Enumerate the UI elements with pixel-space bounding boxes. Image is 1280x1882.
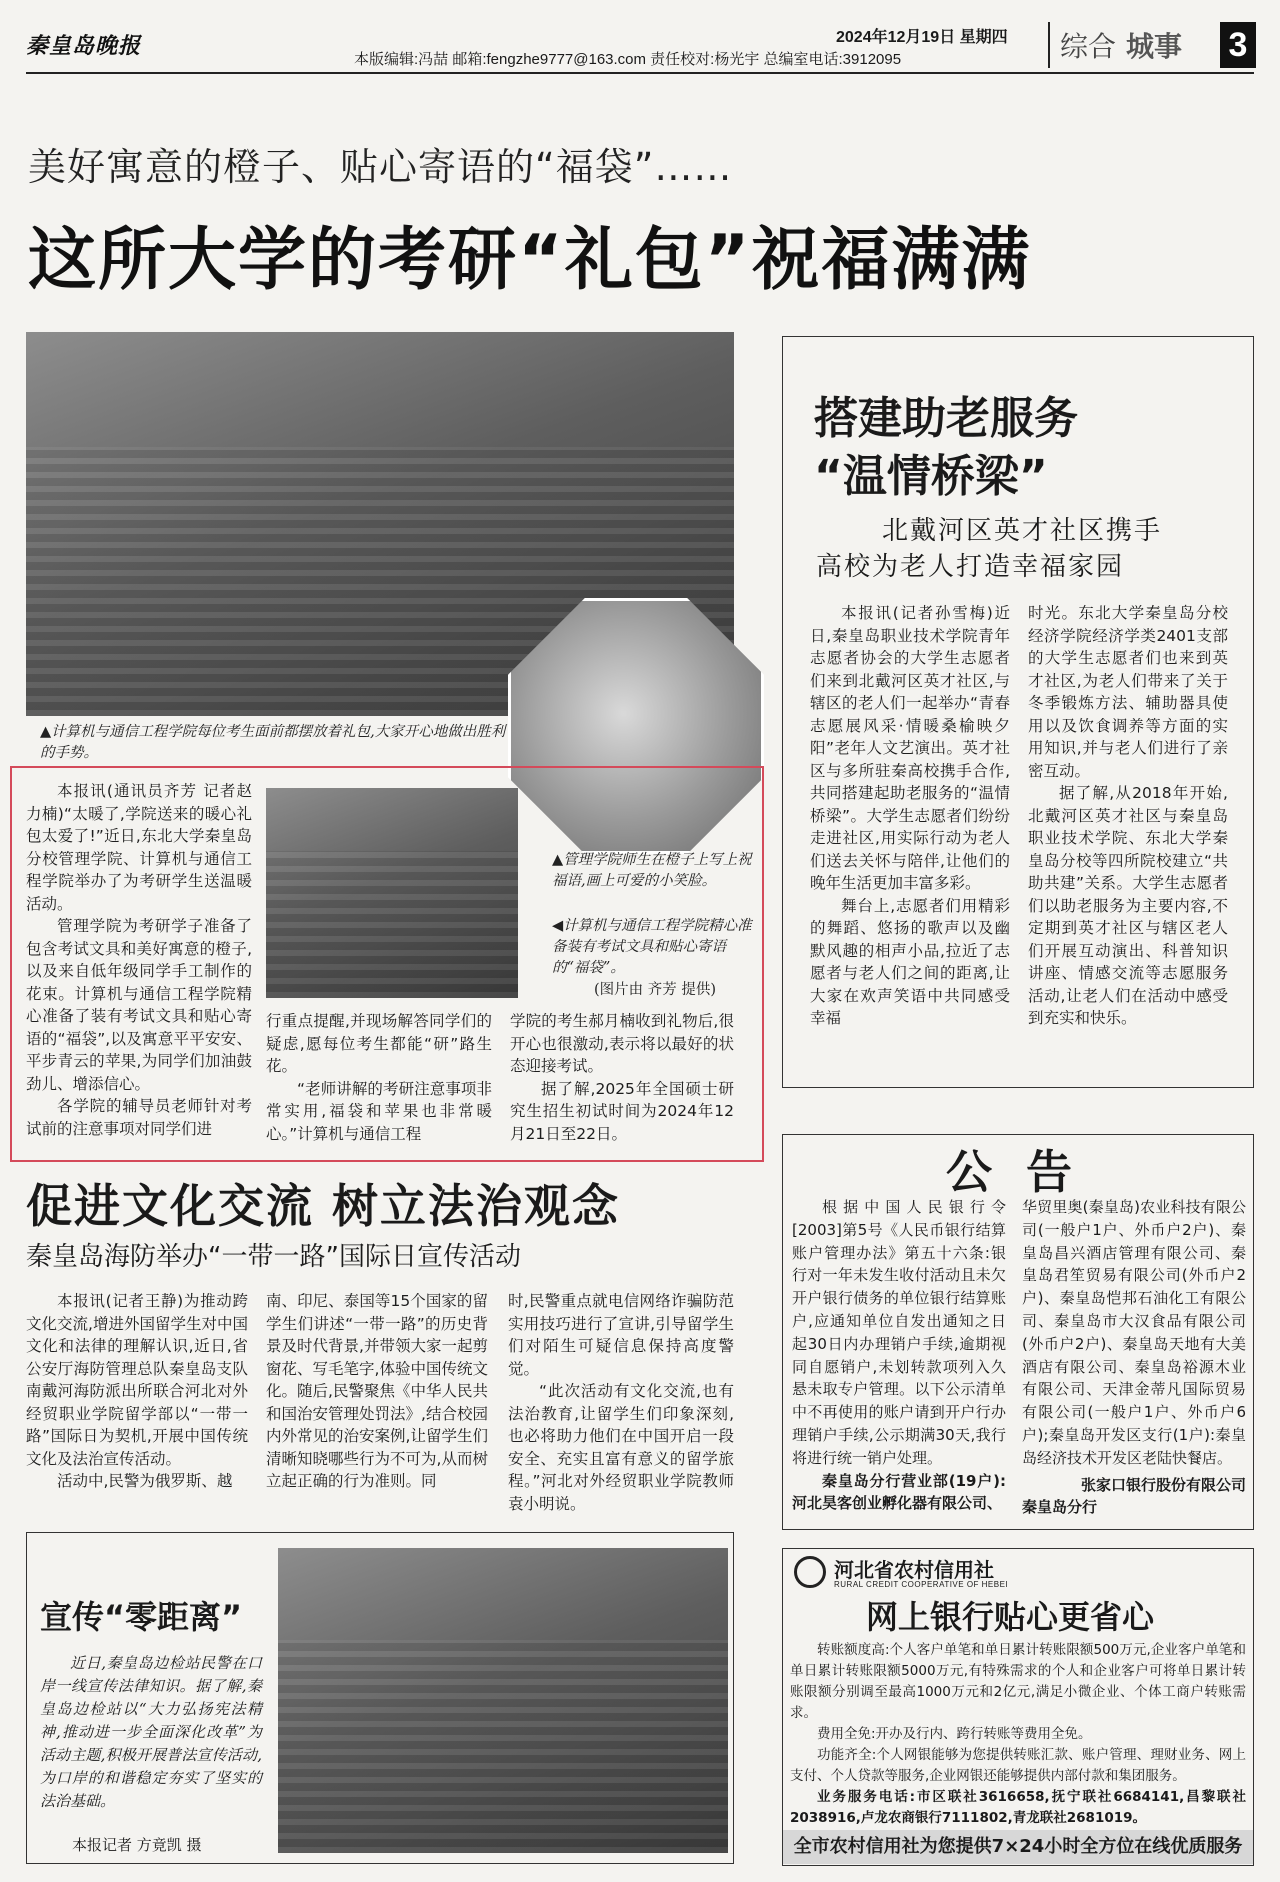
story2-para4: 时,民警重点就电信网络诈骗防范实用技巧进行了宣讲,引导留学生们对陌生可疑信息保持高度警觉。	[508, 1292, 734, 1378]
story1-col2	[266, 1010, 492, 1145]
story1-para5: “老师讲解的考研注意事项非常实用,福袋和苹果也非常暖心。”计算机与通信工程	[266, 1079, 492, 1143]
section-general: 综合	[1060, 30, 1117, 63]
story1-para2: 管理学院为考研学子准备了包含考试文具和美好寓意的橙子,以及来自低年级同学手工制作的花束。计算机与通信工程学院精心准备了装有考试文具和贴心寄语的“福袋”,以及寓意平平安安、平步青云的苹果,为同学们加油鼓劲儿、增添信心。	[26, 917, 252, 1093]
story1-kicker: 美好寓意的橙子、贴心寄语的“福袋”……	[28, 145, 733, 189]
bank-ad-line1: 转账额度高:个人客户单笔和单日累计转账限额500万元,企业客户单笔和单日累计转账限额5000万元,有特殊需求的个人和企业客户可将单日累计转账限额分别调至最高1000万元和2亿元,满足小微企业、个体工商户转账需求。	[790, 1642, 1246, 1721]
story1-para4: 行重点提醒,并现场解答同学们的疑虑,愿每位考生都能“研”路生花。	[266, 1012, 492, 1075]
story1-col1	[26, 780, 252, 1140]
story2-para1: 本报讯(记者王静)为推动跨文化交流,增进外国留学生对中国文化和法律的理解认识,近日,省公安厅海防管理总队秦皇岛支队南戴河海防派出所联合河北对外经贸职业学院留学部以“一带一路”国际日为契机,开展中国传统文化及法治宣传活动。	[26, 1292, 248, 1468]
editor-info: 本版编辑:冯喆 邮箱:fengzhe9777@163.com 责任校对:杨光宇 总编室电话:3912095	[354, 51, 902, 68]
story2-col2	[266, 1290, 488, 1493]
elderly-title-line1: 搭建助老服务	[814, 393, 1078, 444]
story2-headline: 促进文化交流 树立法治观念	[26, 1179, 621, 1233]
story2-para5: “此次活动有文化交流,也有法治教育,让留学生们印象深刻,也必将助力他们在中国开启一段安全、充实且富有意义的留学旅程。”河北对外经贸职业学院教师袁小明说。	[508, 1382, 734, 1513]
bank-logo-icon	[794, 1556, 826, 1588]
border-police-photo	[278, 1548, 728, 1853]
photo-credit: (图片由 齐芳 提供)	[594, 982, 717, 998]
elderly-para2: 舞台上,志愿者们用精彩的舞蹈、悠扬的歌声以及幽默风趣的相声小品,拉近了志愿者与老人们之间的距离,让大家在欢声笑语中共同感受幸福	[810, 896, 1010, 1027]
orange-photo-caption: ▲管理学院师生在橙子上写上祝福语,画上可爱的小笑脸。	[552, 852, 752, 889]
section-city: 城事	[1126, 30, 1183, 63]
bank-ad-title: 网上银行贴心更省心	[866, 1598, 1155, 1636]
elderly-col2	[1028, 602, 1228, 1030]
bank-name-en: RURAL CREDIT COOPERATIVE OF HEBEI	[834, 1580, 1009, 1589]
elderly-para3: 时光。东北大学秦皇岛分校经济学院经济学类2401支部的大学生志愿者们也来到英才社区,为老人们带来了关于冬季锻炼方法、辅助器具使用以及饮食调养等方面的实用知识,并与老人们进行了亲密互动。	[1028, 604, 1228, 780]
elderly-col1	[810, 602, 1010, 1030]
story2-para2: 活动中,民警为俄罗斯、越	[57, 1472, 233, 1490]
notice-title: 公告	[946, 1145, 1106, 1199]
elderly-title-line2: “温情桥梁”	[814, 451, 1048, 502]
story2-col1	[26, 1290, 248, 1493]
story1-para1: 本报讯(通讯员齐芳 记者赵力楠)“太暖了,学院送来的暖心礼包太爱了!”近日,东北大学秦皇岛分校管理学院、计算机与通信工程学院举办了为考研学生送温暖活动。	[26, 782, 252, 913]
page-number: 3	[1220, 22, 1256, 68]
elderly-subtitle-line1: 北戴河区英才社区携手	[882, 516, 1163, 546]
notice-para3: 华贸里奥(秦皇岛)农业科技有限公司(一般户1户、外币户2户)、秦皇岛昌兴酒店管理有限公司、秦皇岛君笙贸易有限公司(外币户2户)、秦皇岛恺邦石油化工有限公司、秦皇岛市大汉食品有限公司(外币户2户)、秦皇岛天地有大美酒店有限公司、秦皇岛裕源木业有限公司、天津金蒂凡国际贸易有限公司(一般户1户、外币户6户);秦皇岛开发区支行(1户):秦皇岛经济技术开发区老陆快餐店。	[1022, 1198, 1246, 1467]
border-police-title: 宣传“零距离”	[40, 1598, 243, 1636]
story1-headline: 这所大学的考研“礼包”祝福满满	[28, 221, 1032, 300]
bank-name: 河北省农村信用社	[834, 1558, 994, 1582]
newspaper-logo: 秦皇岛晚报	[26, 33, 142, 59]
masthead	[26, 22, 1254, 74]
elderly-para1: 本报讯(记者孙雪梅)近日,秦皇岛职业技术学院青年志愿者协会的大学生志愿者们来到北戴河区英才社区,与辖区的老人们一起举办“青春志愿展风采·情暖桑榆映夕阳”老年人文艺演出。英才社区与多所驻秦高校携手合作,共同搭建起助老服务的“温情桥梁”。大学生志愿者们纷纷走进社区,用实际行动为老人们送去关怀与陪伴,让他们的晚年生活更加丰富多彩。	[810, 604, 1010, 892]
story2-para3: 南、印尼、泰国等15个国家的留学生们讲述“一带一路”的历史背景及时代背景,并带领大家一起剪窗花、写毛笔字,体验中国传统文化。随后,民警聚焦《中华人民共和国治安管理处罚法》,结合校园内外常见的治安案例,让留学生们清晰知晓哪些行为不可为,从而树立起正确的行为准则。同	[266, 1292, 488, 1490]
notice-col2	[1022, 1196, 1246, 1519]
story1-para3: 各学院的辅导员老师针对考试前的注意事项对同学们进	[26, 1097, 252, 1138]
bank-ad-banner: 全市农村信用社为您提供7×24小时全方位在线优质服务	[783, 1830, 1253, 1864]
notice-para1: 根据中国人民银行令[2003]第5号《人民币银行结算账户管理办法》第五十六条:银行对一年未发生收付活动且未欠开户银行债务的单位银行结算账户,应通知单位自发出通知之日起30日内办理销户手续,逾期视同自愿销户,未划转款项列入久悬未取专户管理。以下公示清单中不再使用的账户请到开户行办理销户手续,公示期满30天,我行将进行统一销户处理。	[792, 1198, 1006, 1467]
section-label	[1048, 22, 1182, 68]
border-police-credit: 本报记者 方竟凯 摄	[72, 1836, 202, 1854]
notice-col1	[792, 1196, 1006, 1515]
story1-para7: 据了解,2025年全国硕士研究生招生初试时间为2024年12月21日至22日。	[510, 1079, 734, 1143]
gift-bag-caption: ◀计算机与通信工程学院精心准备装有考试文具和贴心寄语的“福袋”。	[552, 918, 752, 976]
issue-date: 2024年12月19日 星期四	[836, 29, 1008, 46]
gift-bag-photo	[266, 788, 518, 998]
bank-ad-body	[790, 1640, 1246, 1829]
border-police-text: 近日,秦皇岛边检站民警在口岸一线宣传法律知识。据了解,秦皇岛边检站以“大力弘扬宪法精神,推动进一步全面深化改革”为活动主题,积极开展普法宣传活动,为口岸的和谐稳定夯实了坚实的法治基础。	[40, 1654, 262, 1810]
story1-col3	[510, 1010, 734, 1145]
bank-ad-line3: 功能齐全:个人网银能够为您提供转账汇款、账户管理、理财业务、网上支付、个人贷款等服务,企业网银还能够提供内部付款和集团服务。	[790, 1747, 1246, 1784]
story2-subheadline: 秦皇岛海防举办“一带一路”国际日宣传活动	[26, 1242, 521, 1272]
story1-para6: 学院的考生郝月楠收到礼物后,很开心也很激动,表示将以最好的状态迎接考试。	[510, 1012, 734, 1075]
notice-signature1: 张家口银行股份有限公司	[1080, 1475, 1246, 1494]
notice-para2: 秦皇岛分行营业部(19户):河北昊客创业孵化器有限公司、	[792, 1471, 1006, 1513]
elderly-subtitle-line2: 高校为老人打造幸福家园	[816, 552, 1125, 582]
elderly-para4: 据了解,从2018年开始,北戴河区英才社区与秦皇岛职业技术学院、东北大学秦皇岛分校等四所院校建立“共助共建”关系。大学生志愿者们以助老服务为主要内容,不定期到英才社区与辖区老人们开展互动演出、科普知识讲座、情感交流等志愿服务活动,让老人们在活动中感受到充实和快乐。	[1028, 784, 1228, 1027]
bank-ad-line2: 费用全免:开办及行内、跨行转账等费用全免。	[817, 1726, 1092, 1742]
classroom-photo-caption: ▲计算机与通信工程学院每位考生面前都摆放着礼包,大家开心地做出胜利的手势。	[40, 724, 506, 761]
bank-ad-line4: 业务服务电话:市区联社3616658,抚宁联社6684141,昌黎联社2038916,卢龙农商银行7111802,青龙联社2681019。	[790, 1789, 1246, 1826]
story2-col3	[508, 1290, 734, 1515]
notice-signature2: 秦皇岛分行	[1022, 1498, 1098, 1517]
